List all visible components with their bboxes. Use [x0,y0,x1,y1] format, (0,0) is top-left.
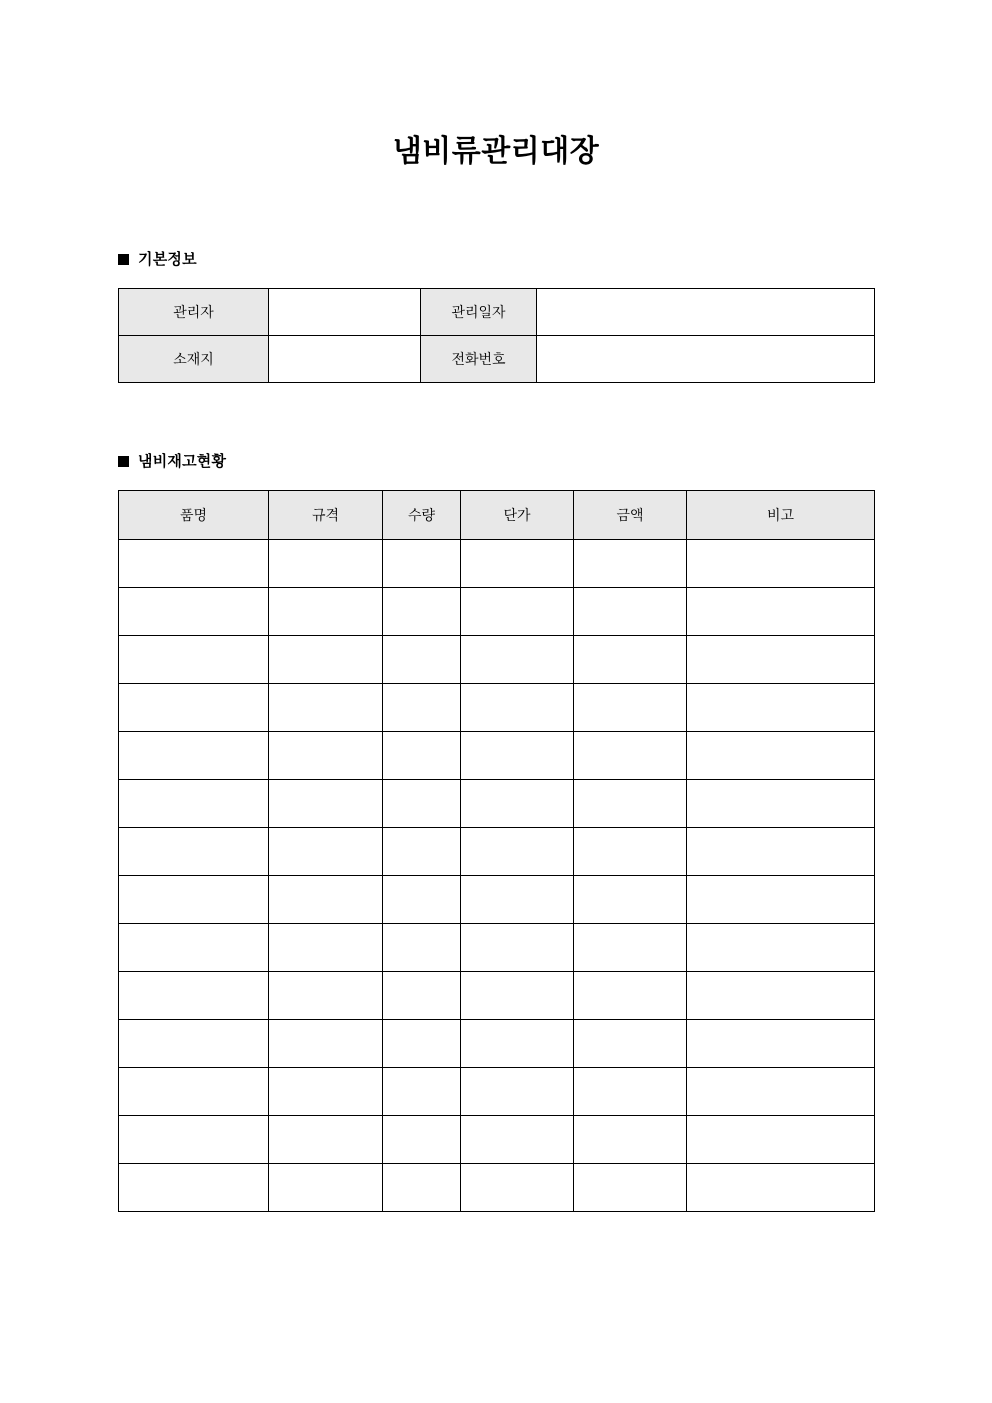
section-heading-stock-status-label: 냄비재고현황 [138,453,227,471]
field-label-manager: 관리자 [119,289,269,336]
table-cell[interactable] [574,780,687,828]
square-bullet-icon [118,456,129,467]
table-cell[interactable] [574,972,687,1020]
table-cell[interactable] [383,828,461,876]
table-cell[interactable] [461,972,574,1020]
table-cell[interactable] [119,1020,269,1068]
table-cell[interactable] [461,780,574,828]
table-cell[interactable] [119,972,269,1020]
table-cell[interactable] [461,1068,574,1116]
table-cell[interactable] [461,924,574,972]
table-row [119,588,875,636]
table-row [119,1164,875,1212]
table-cell[interactable] [687,1020,875,1068]
table-cell[interactable] [574,828,687,876]
column-header-quantity: 수량 [383,491,461,540]
table-row [119,684,875,732]
table-row [119,780,875,828]
table-cell[interactable] [383,972,461,1020]
table-cell[interactable] [383,1116,461,1164]
table-cell[interactable] [119,636,269,684]
column-header-remarks: 비고 [687,491,875,540]
table-cell[interactable] [269,780,383,828]
basic-info-table [118,288,875,383]
table-cell[interactable] [461,732,574,780]
table-cell[interactable] [119,588,269,636]
table-cell[interactable] [269,636,383,684]
stock-table-body [119,540,875,1212]
table-row [119,540,875,588]
table-cell[interactable] [383,588,461,636]
table-cell[interactable] [461,588,574,636]
table-cell[interactable] [687,540,875,588]
table-cell[interactable] [269,588,383,636]
table-row [119,289,875,336]
table-cell[interactable] [269,1164,383,1212]
table-header-row [119,491,875,540]
table-cell[interactable] [383,732,461,780]
column-header-item-name: 품명 [119,491,269,540]
table-cell[interactable] [687,1116,875,1164]
table-cell[interactable] [383,1020,461,1068]
column-header-unit-price: 단가 [461,491,574,540]
table-cell[interactable] [574,684,687,732]
table-cell[interactable] [383,636,461,684]
table-row [119,636,875,684]
table-cell[interactable] [119,540,269,588]
table-cell[interactable] [461,876,574,924]
field-value-location[interactable] [269,336,421,383]
field-label-location: 소재지 [119,336,269,383]
table-cell[interactable] [687,732,875,780]
table-cell[interactable] [574,588,687,636]
table-cell[interactable] [119,732,269,780]
table-cell[interactable] [574,1068,687,1116]
table-cell[interactable] [119,828,269,876]
table-cell[interactable] [687,828,875,876]
table-cell[interactable] [119,780,269,828]
table-cell[interactable] [119,1068,269,1116]
table-cell[interactable] [119,876,269,924]
table-cell[interactable] [574,636,687,684]
table-cell[interactable] [574,924,687,972]
table-cell[interactable] [269,1068,383,1116]
table-cell[interactable] [383,780,461,828]
table-cell[interactable] [461,1164,574,1212]
table-cell[interactable] [687,684,875,732]
table-cell[interactable] [687,1164,875,1212]
table-row [119,1020,875,1068]
table-cell[interactable] [269,972,383,1020]
table-cell[interactable] [687,588,875,636]
field-value-manager[interactable] [269,289,421,336]
table-cell[interactable] [461,540,574,588]
table-cell[interactable] [383,540,461,588]
table-cell[interactable] [269,1116,383,1164]
table-cell[interactable] [574,1164,687,1212]
table-cell[interactable] [461,636,574,684]
table-cell[interactable] [461,828,574,876]
table-cell[interactable] [269,540,383,588]
table-cell[interactable] [269,876,383,924]
table-cell[interactable] [269,684,383,732]
square-bullet-icon [118,254,129,265]
table-cell[interactable] [383,924,461,972]
table-row [119,1116,875,1164]
table-cell[interactable] [461,1116,574,1164]
table-cell[interactable] [461,1020,574,1068]
table-row [119,924,875,972]
section-heading-basic-info [118,250,197,270]
table-cell[interactable] [461,684,574,732]
table-cell[interactable] [574,732,687,780]
table-row [119,1068,875,1116]
table-cell[interactable] [574,1020,687,1068]
table-cell[interactable] [383,684,461,732]
table-cell[interactable] [269,732,383,780]
column-header-amount: 금액 [574,491,687,540]
table-cell[interactable] [119,1164,269,1212]
table-row [119,828,875,876]
field-value-manage-date[interactable] [537,289,875,336]
table-cell[interactable] [687,1068,875,1116]
table-row [119,336,875,383]
table-cell[interactable] [383,1068,461,1116]
table-cell[interactable] [269,828,383,876]
table-cell[interactable] [687,924,875,972]
table-cell[interactable] [687,780,875,828]
table-cell[interactable] [687,876,875,924]
table-row [119,876,875,924]
table-cell[interactable] [687,636,875,684]
table-cell[interactable] [574,876,687,924]
table-cell[interactable] [687,972,875,1020]
table-row [119,732,875,780]
column-header-specification: 규격 [269,491,383,540]
table-cell[interactable] [119,924,269,972]
table-cell[interactable] [119,1116,269,1164]
table-cell[interactable] [119,684,269,732]
table-cell[interactable] [574,1116,687,1164]
field-label-manage-date: 관리일자 [421,289,537,336]
section-heading-basic-info-label: 기본정보 [138,251,197,269]
section-heading-stock-status [118,452,226,472]
page-title: 냄비류관리대장 [392,135,600,168]
stock-status-table [118,490,875,1212]
table-row [119,972,875,1020]
table-cell[interactable] [383,876,461,924]
field-label-phone-number: 전화번호 [421,336,537,383]
table-cell[interactable] [269,924,383,972]
table-cell[interactable] [269,1020,383,1068]
table-cell[interactable] [383,1164,461,1212]
field-value-phone-number[interactable] [537,336,875,383]
table-cell[interactable] [574,540,687,588]
